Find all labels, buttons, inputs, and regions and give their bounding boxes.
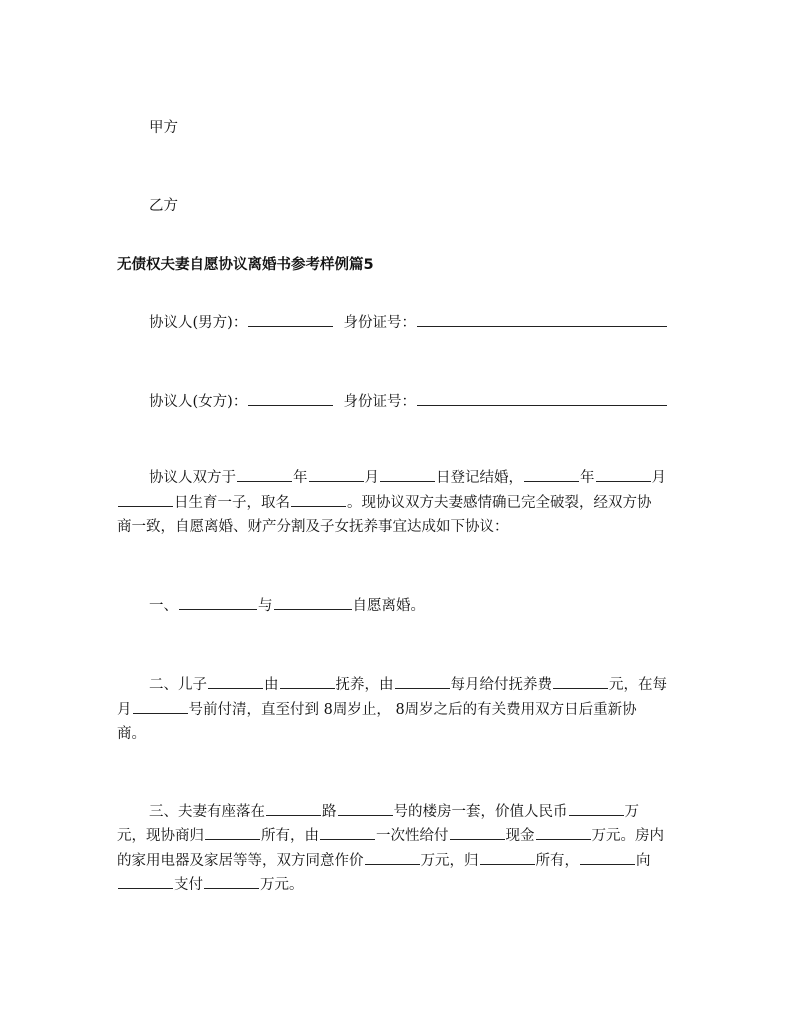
clause-text: 现金 bbox=[505, 828, 535, 844]
intro-text: 年 bbox=[293, 470, 308, 486]
blank bbox=[580, 850, 635, 865]
clause-text: 一次性给付 bbox=[376, 828, 449, 844]
blank bbox=[320, 825, 375, 840]
clause-text: 每月给付抚养费 bbox=[450, 677, 552, 693]
intro-text: 日登记结婚， bbox=[436, 470, 523, 486]
blank bbox=[205, 825, 260, 840]
woman-name-blank bbox=[248, 391, 333, 406]
blank bbox=[280, 674, 335, 689]
blank bbox=[596, 467, 651, 482]
blank bbox=[380, 467, 435, 482]
blank bbox=[179, 595, 257, 610]
intro-text: 日生育一子，取名 bbox=[174, 495, 290, 511]
woman-label: 协议人(女方)： bbox=[149, 394, 248, 410]
woman-id-blank bbox=[417, 391, 667, 406]
man-info-line bbox=[149, 312, 668, 333]
clause-text: 元，现协商归 bbox=[117, 828, 204, 844]
clause-3-line-2 bbox=[117, 825, 664, 846]
blank bbox=[204, 874, 259, 889]
blank bbox=[309, 467, 364, 482]
clause-text: 一、 bbox=[149, 598, 178, 614]
clause-text: 向 bbox=[636, 853, 651, 869]
blank bbox=[536, 825, 591, 840]
clause-text: 三、夫妻有座落在 bbox=[149, 804, 265, 820]
intro-text: 协议人双方于 bbox=[149, 470, 236, 486]
clause-3-line-1 bbox=[149, 801, 639, 822]
clause-text: 所有，由 bbox=[261, 828, 319, 844]
man-id-blank bbox=[417, 312, 667, 327]
blank bbox=[450, 825, 505, 840]
woman-info-line bbox=[149, 391, 668, 412]
clause-text: 所有， bbox=[535, 853, 579, 869]
blank bbox=[266, 801, 321, 816]
clause-text: 二、儿子 bbox=[149, 677, 207, 693]
clause-3-line-4 bbox=[117, 874, 304, 895]
intro-text: 年 bbox=[580, 470, 595, 486]
blank bbox=[237, 467, 292, 482]
party-a-label: 甲方 bbox=[149, 120, 178, 136]
clause-text: 万元。 bbox=[260, 877, 304, 893]
blank bbox=[553, 674, 608, 689]
clause-1 bbox=[149, 595, 425, 616]
clause-text: 抚养，由 bbox=[335, 677, 394, 693]
intro-line-3: 商一致，自愿离婚、财产分割及子女抚养事宜达成如下协议： bbox=[117, 519, 509, 535]
blank bbox=[569, 801, 624, 816]
man-id-label: 身份证号： bbox=[343, 315, 417, 331]
man-label: 协议人(男方)： bbox=[149, 315, 248, 331]
clause-text: 号前付清，直至付到 8周岁止， 8周岁之后的有关费用双方日后重新协 bbox=[188, 702, 637, 718]
clause-text: 万元，归 bbox=[420, 853, 479, 869]
blank bbox=[524, 467, 579, 482]
clause-text: 支付 bbox=[174, 877, 203, 893]
clause-text: 的家用电器及家居等等，双方同意作价 bbox=[117, 853, 364, 869]
intro-text: 月 bbox=[651, 470, 666, 486]
clause-text: 万 bbox=[624, 804, 639, 820]
blank bbox=[338, 801, 393, 816]
clause-text: 月 bbox=[117, 702, 132, 718]
blank bbox=[365, 850, 420, 865]
blank bbox=[274, 595, 352, 610]
blank bbox=[118, 874, 173, 889]
intro-text: 。现协议双方夫妻感情确已完全破裂，经双方协 bbox=[347, 495, 652, 511]
clause-text: 万元。房内 bbox=[591, 828, 664, 844]
blank bbox=[395, 674, 450, 689]
clause-text: 由 bbox=[264, 677, 279, 693]
blank bbox=[480, 850, 535, 865]
clause-3-line-3 bbox=[117, 850, 651, 871]
intro-line-2 bbox=[117, 492, 652, 513]
intro-text: 月 bbox=[364, 470, 379, 486]
clause-text: 与 bbox=[258, 598, 273, 614]
clause-text: 元，在每 bbox=[609, 677, 667, 693]
blank bbox=[208, 674, 263, 689]
clause-2-line-3: 商。 bbox=[117, 726, 146, 742]
man-name-blank bbox=[248, 312, 333, 327]
intro-line-1 bbox=[149, 467, 666, 488]
woman-id-label: 身份证号： bbox=[343, 394, 417, 410]
clause-text: 自愿离婚。 bbox=[352, 598, 425, 614]
clause-2-line-2 bbox=[117, 699, 637, 720]
section-title: 无债权夫妻自愿协议离婚书参考样例篇5 bbox=[117, 257, 374, 273]
party-b-label: 乙方 bbox=[149, 198, 178, 214]
clause-text: 路 bbox=[322, 804, 337, 820]
blank bbox=[118, 492, 173, 507]
clause-2-line-1 bbox=[149, 674, 667, 695]
blank bbox=[291, 492, 346, 507]
blank bbox=[133, 699, 188, 714]
clause-text: 号的楼房一套，价值人民币 bbox=[393, 804, 568, 820]
